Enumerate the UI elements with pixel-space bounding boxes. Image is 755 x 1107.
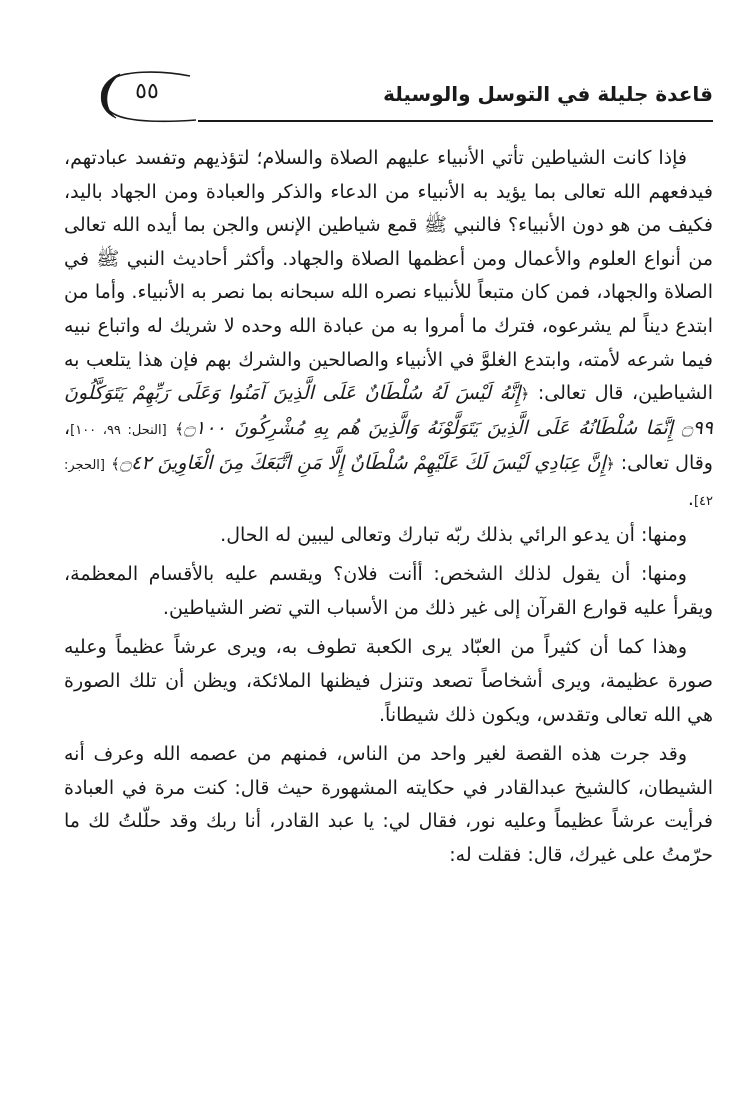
paragraph-5: وقد جرت هذه القصة لغير واحد من الناس، فمنهم من عصمه الله وعرف أنه الشيطان، كالشيخ عبدالقادر في حكايته المشهورة حيث قال: كنت مرة في العبادة فرأيت عرشاً عظيماً وعليه نور، فقال لي: يا عبد القادر، أنا ربك وقد حلّلتُ لك ما حرّمتُ على غيرك، قال: فقلت له: — [64, 743, 713, 866]
page-number: ٥٥ — [135, 79, 159, 104]
page-header — [90, 68, 713, 124]
header-rule — [198, 120, 713, 122]
verse-close-bracket-2: ﴾ — [111, 455, 120, 474]
verse-reference-hijr: [الحجر: ٤٢] — [64, 458, 713, 509]
verse-open-bracket-2: ﴿ — [605, 455, 615, 474]
paragraph-1-connector: ، وقال تعالى: — [64, 416, 713, 475]
paragraph-2: ومنها: أن يدعو الرائي بذلك ربّه تبارك وتعالى ليبين له الحال. — [220, 523, 687, 546]
paragraph-1-text: فإذا كانت الشياطين تأتي الأنبياء عليهم الصلاة والسلام؛ لتؤذيهم وتفسد عبادتهم، فيدفعهم الله تعالى بما يؤيد به الأنبياء من الدعاء والذكر والعبادة ومن الجهاد باليد، فكيف من هو دون الأنبياء؟ فالنبي ﷺ قمع شياطين الإنس والجن بما أيده الله تعالى من أنواع العلوم والأعمال ومن أعظمها الصلاة والجهاد. وأكثر أحاديث النبي ﷺ في الصلاة والجهاد، فمن كان متبعاً للأنبياء نصره الله سبحانه بما نصر به الأنبياء. وأما من ابتدع ديناً لم يشرعوه، فترك ما أمروا به من عبادة الله وحده لا شريك له واتباع نبيه فيما شرعه لأمته، وابتدع الغلوَّ في الأنبياء والصالحين والشرك بهم فإن هذا يتلعب به الشياطين، قال تعالى: — [64, 147, 713, 405]
verse-open-bracket: ﴿ — [520, 385, 530, 404]
paragraph-1 — [64, 142, 713, 519]
page-body — [64, 142, 713, 872]
paragraph-3: ومنها: أن يقول لذلك الشخص: أأنت فلان؟ ويقسم عليه بالأقسام المعظمة، ويقرأ عليه قوارع القرآن إلى غير ذلك من الأسباب التي تضر الشياطين. — [64, 563, 713, 619]
paragraph-1-end: . — [687, 487, 694, 510]
verse-close-bracket: ﴾ — [175, 419, 184, 438]
quran-verse-nahl: إِنَّهُ لَيْسَ لَهُ سُلْطَانٌ عَلَى الَّذِينَ آمَنُوا وَعَلَى رَبِّهِمْ يَتَوَكَّلُونَ ۝٩٩ إِنَّمَا سُلْطَانُهُ عَلَى الَّذِينَ يَتَوَلَّوْنَهُ وَالَّذِينَ هُم بِهِ مُشْرِكُونَ ۝١٠٠ — [64, 382, 713, 439]
page-number-badge — [90, 68, 200, 120]
verse-reference-nahl: [النحل: ٩٩، ١٠٠] — [70, 422, 167, 438]
quran-verse-hijr: إِنَّ عِبَادِي لَيْسَ لَكَ عَلَيْهِمْ سُلْطَانٌ إِلَّا مَنِ اتَّبَعَكَ مِنَ الْغَاوِينَ ۝٤٢ — [119, 452, 606, 475]
paragraph-4: وهذا كما أن كثيراً من العبّاد يرى الكعبة تطوف به، ويرى عرشاً عظيماً وعليه صورة عظيمة، ويرى أشخاصاً تصعد وتنزل فيظنها الملائكة، ويظن أن تلك الصورة هي الله تعالى وتقدس، ويكون ذلك شيطاناً. — [64, 636, 713, 726]
running-title: قاعدة جليلة في التوسل والوسيلة — [383, 82, 713, 106]
